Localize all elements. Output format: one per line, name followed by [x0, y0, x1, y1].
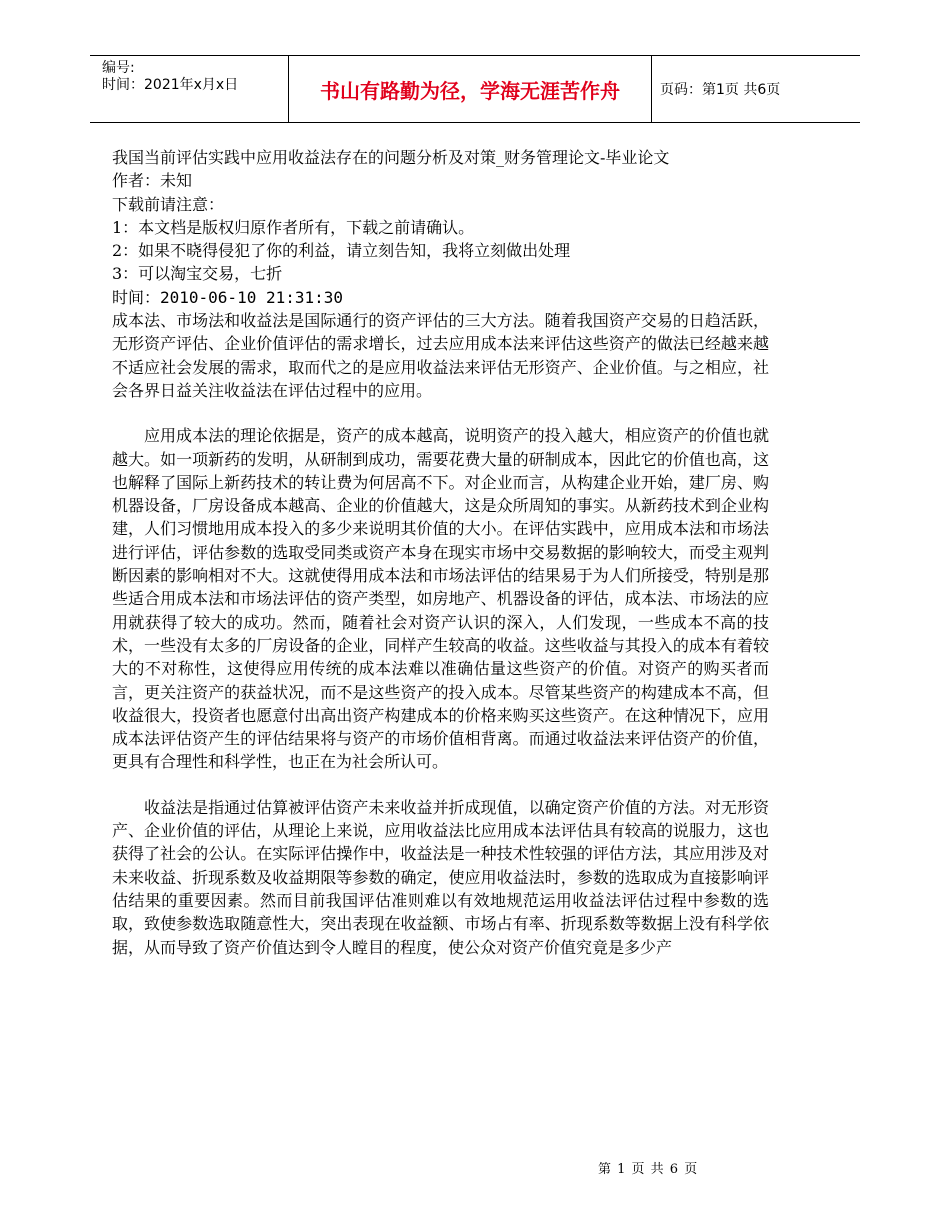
page-footer: 第 1 页 共 6 页	[598, 1162, 699, 1177]
paragraph: 应用成本法的理论依据是，资产的成本越高，说明资产的投入越大，相应资产的价值也就越大。如一项新药的发明，从研制到成功，需要花费大量的研制成本，因此它的价值也高，这也解释了国际上新药技术的转让费为何居高不下。对企业而言，从构建企业开始，建厂房、购机器设备，厂房设备成本越高、企业的价值越大，这是众所周知的事实。从新药技术到企业构建，人们习惯地用成本投入的多少来说明其价值的大小。在评估实践中，应用成本法和市场法进行评估，评估参数的选取受同类或资产本身在现实市场中交易数据的影响较大，而受主观判断因素的影响相对不大。这就使得用成本法和市场法评估的结果易于为人们所接受，特别是那些适合用成本法和市场法评估的资产类型，如房地产、机器设备的评估，成本法、市场法的应用就获得了较大的成功。然而，随着社会对资产认识的深入，人们发现，一些成本不高的技术，一些没有太多的厂房设备的企业，同样产生较高的收益。这些收益与其投入的成本有着较大的不对称性，这使得应用传统的成本法难以准确估量这些资产的价值。对资产的购买者而言，更关注资产的获益状况，而不是这些资产的投入成本。尽管某些资产的构建成本不高，但收益很大，投资者也愿意付出高出资产构建成本的价格来购买这些资产。在这种情况下，应用成本法评估资产生的评估结果将与资产的市场价值相背离。而通过收益法来评估资产的价值，更具有合理性和科学性，也正在为社会所认可。	[112, 426, 769, 772]
article-title: 我国当前评估实践中应用收益法存在的问题分析及对策_财务管理论文-毕业论文	[112, 148, 670, 167]
header-table	[90, 55, 860, 123]
document-body	[112, 146, 769, 959]
paragraph: 成本法、市场法和收益法是国际通行的资产评估的三大方法。随着我国资产交易的日趋活跃，无形资产评估、企业价值评估的需求增长，过去应用成本法来评估这些资产的做法已经越来越不适应社会发展的需求，取而代之的是应用收益法来评估无形资产、企业价值。与之相应，社会各界日益关注收益法在评估过程中的应用。	[112, 311, 769, 400]
number-label: 编号:	[102, 60, 135, 76]
paragraph-gap	[112, 402, 769, 424]
paragraph-gap	[112, 774, 769, 796]
notice-item: 3：可以淘宝交易，七折	[112, 264, 283, 284]
header-left-cell	[90, 56, 288, 122]
paragraph: 收益法是指通过估算被评估资产未来收益并折成现值，以确定资产价值的方法。对无形资产、企业价值的评估，从理论上来说，应用收益法比应用成本法评估具有较高的说服力，这也获得了社会的公认。在实际评估操作中，收益法是一种技术性较强的评估方法，其应用涉及对未来收益、折现系数及收益期限等参数的确定，使应用收益法时，参数的选取成为直接影响评估结果的重要因素。然而目前我国评估准则难以有效地规范运用收益法评估过程中参数的选取，致使参数选取随意性大，突出表现在收益额、市场占有率、折现系数等数据上没有科学依据，从而导致了资产价值达到令人瞠目的程度，使公众对资产价值究竟是多少产	[112, 797, 769, 957]
article-author: 作者：未知	[112, 171, 193, 191]
notice-item: 2：如果不晓得侵犯了你的利益，请立刻告知，我将立刻做出处理	[112, 241, 571, 261]
header-motto: 书山有路勤为径，学海无涯苦作舟	[288, 56, 652, 122]
time-label: 时间：2021年x月x日	[102, 77, 239, 93]
notice-heading: 下载前请注意：	[112, 194, 225, 214]
header-page-info: 页码：第1页 共6页	[660, 82, 781, 98]
article-time: 时间：2010-06-10 21:31:30	[112, 287, 344, 307]
notice-item: 1：本文档是版权归原作者所有，下载之前请确认。	[112, 217, 475, 237]
